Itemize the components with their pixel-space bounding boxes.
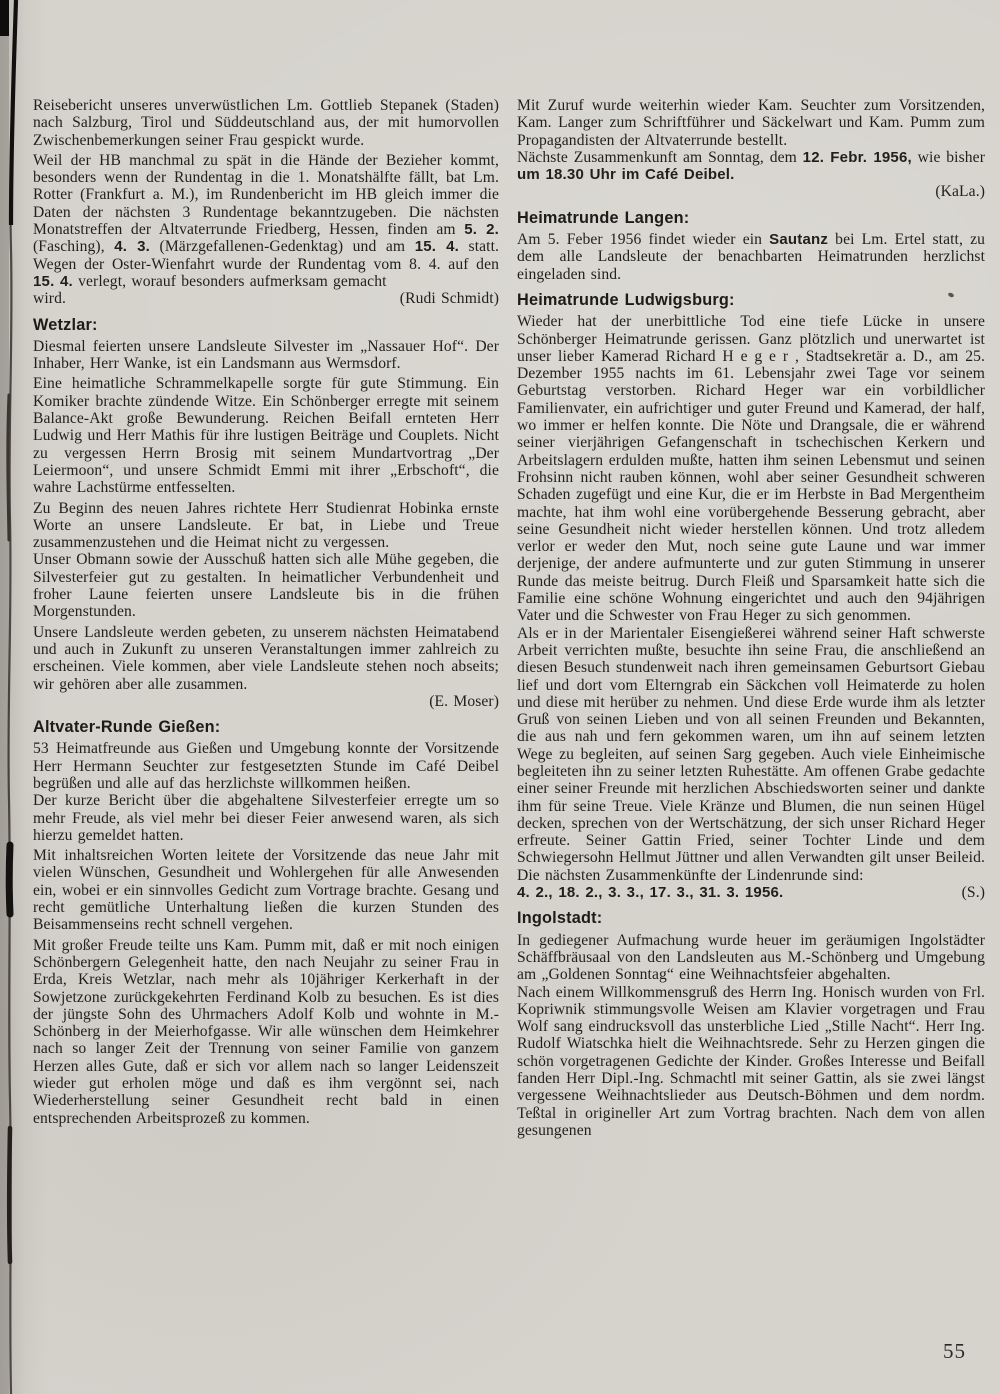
signature-line (33, 290, 499, 307)
text-run: Zu Beginn des neuen Jahres richtete Herr Studienrat Hobinka ernste Worte an unsere Landsleute. Er bat, in Liebe und Treue zusammenzustehen und die Heimat nicht zu vergessen. (33, 499, 499, 552)
paragraph (33, 551, 499, 620)
bold-run: Sautanz (769, 231, 829, 249)
text-run: Wieder hat der unerbittliche Tod eine tiefe Lücke in unsere Schönberger Heimatrunde gerissen. Ganz plötzlich und unerwartet ist unser lieber Kamerad Richard H e g e r , Stadtsekretär a. D., am 25. Dezember 1955 nachts im 61. Lebensjahr zwei Tage vor seinem Geburtstag verstorben. Richard Heger war ein vorbildlicher Familienvater, ein aufrichtiger und guter Freund und Kamerad, der half, wo immer er helfen konnte. Die Nöte und Drangsale, die er während seiner vierjährigen Gefangenschaft in tschechischen Kerkern und Arbeitslagern erdulden mußte, hatten ihm seinen Lebensmut und seinen Frohsinn nicht rauben können, wohl aber seiner Gesundheit schweren Schaden zugefügt und eine Kur, die er im Herbste in Bad Mergentheim machte, hat ihm wohl eine vorübergehende Besserung gebracht, aber seine Gesundheit nicht wieder herstellen können. Und trotz alledem verlor er weder den Mut, noch seine gute Laune und war immer derjenige, der andere aufmunterte und zur guten Stimmung in unserer Runde das meiste beitrug. Durch Fleiß und Sparsamkeit hatte sich die Familie eine schöne Wohnung eingerichtet und auch den 94jährigen Vater und die Schwester von Frau Heger zu sich genommen. (517, 313, 985, 625)
text-run: (Märzgefallenen-Gedenktag) und am (150, 238, 415, 256)
bold-run: 4. 2., 18. 2., 3. 3., 17. 3., 31. 3. 1956. (517, 884, 784, 902)
signature: (E. Moser) (429, 692, 499, 710)
paragraph (517, 867, 985, 884)
signature: (S.) (961, 884, 985, 902)
paragraph (33, 847, 499, 933)
paragraph (517, 984, 985, 1140)
section-heading: Heimatrunde Ludwigsburg: (517, 290, 735, 309)
signature: (KaLa.) (935, 183, 985, 201)
paragraph (33, 338, 499, 373)
text-run: wird. (33, 290, 66, 308)
section-heading: Altvater-Runde Gießen: (33, 718, 221, 737)
paragraph (33, 500, 499, 552)
signature-line (33, 693, 499, 710)
paragraph (517, 149, 985, 184)
signature-line-left (517, 884, 783, 901)
bold-run: 12. Febr. 1956, (802, 148, 912, 166)
text-run: Unser Obmann sowie der Ausschuß hatten sich alle Mühe gegeben, die Silvesterfeier gut zu gestalten. In heimatlicher Verbundenheit und froher Laune feierten unsere Landsleute bis in die frühen Morgenstunden. (33, 551, 499, 621)
text-run: wie bisher (911, 148, 985, 166)
text-run: Als er in der Marientaler Eisengießerei während seiner Haft schwerste Arbeit verrichten mußte, besuchte ihn seine Frau, die anschließend an diesen Besuch stundenweit nach ihren gemeinsamen Geburtsort Giebau lief und dort vom Elterngrab ein Säckchen voll Heimaterde zu holen und diese mit herüber zu nehmen. Und diese Erde wurde ihm als letzter Gruß von seinen Lieben und von all seinen Freunden und Bekannten, die aus nah und fern gekommen waren, um ihn auf seinem letzten Wege zu begleiten, auf seinen Sarg gegeben. Auch viele Einheimische begleiteten ihn zu seiner letzten Ruhestätte. Am offenen Grabe gedachte einer seiner Freunde mit herzlichen Abschiedsworten seiner und dankte ihm für seine Treue. Viele Kränze und Blumen, die nun seinen Hügel decken, sprechen von der Wertschätzung, der sich unser Richard Heger erfreute. Seiner Gattin Fried, seiner Tochter Linde und dem Schwiegersohn Hellmut Jüttner und allen Verwandten gilt unser Beileid. (517, 624, 986, 867)
text-run: Am 5. Feber 1956 findet wieder ein (517, 231, 770, 249)
right-column (517, 97, 985, 1139)
text-run: Mit großer Freude teilte uns Kam. Pumm mit, daß er mit noch einigen Schönbergern Gelegenheit hatte, den nach Neujahr zu seiner Frau in Erda, Kreis Wetzlar, nach mehr als 10jähriger Kerkerhaft in der Sowjetzone zurückgekehrten Ferdinand Kolb zu besuchen. Es ist dies der jüngste Sohn des Uhrmachers Adolf Kolb und wohnte in M.-Schönberg in der Meierhofgasse. Wir alle wünschen dem Heimkehrer nach so langer Zeit der Trennung von seiner Familie von ganzem Herzen alles Gute, daß er sich vor allem nach so langer Leidenszeit wieder gut erholen möge und daß es ihm vergönnt sei, nach Wiederherstellung seiner Gesundheit recht bald in einen entsprechenden Arbeitsprozeß zu kommen. (33, 936, 499, 1127)
paragraph (33, 937, 499, 1127)
paragraph (33, 375, 499, 496)
text-run: Nach einem Willkommensgruß des Herrn Ing. Honisch wurden von Frl. Kopriwnik stimmungsvolle Weisen am Klavier vorgetragen und Frau Wolf sang eindrucksvoll das unsterbliche Lied „Stille Nacht“. Herr Ing. Rudolf Wiatschka hielt die Weihnachtsrede. Sehr zu Herzen gingen die schön vorgetragenen Gedichte der Kinder. Großes Interesse und Beifall fanden Herr Dipl.-Ing. Schmachtl mit seiner Gattin, als sie zwei längst vergessene Weihnachtslieder aus Deutsch-Böhmen und dem nordm. Teßtal in origineller Art zum Vortrag brachten. Nach dem von allen gesungenen (517, 983, 985, 1139)
page-number: 55 (943, 1339, 966, 1363)
bold-run: um 18.30 Uhr im Café Deibel. (517, 166, 735, 184)
text-run: Die nächsten Zusammenkünfte der Lindenrunde sind: (517, 866, 864, 884)
section-heading: Wetzlar: (33, 315, 98, 334)
paragraph (33, 792, 499, 844)
text-run: verlegt, worauf besonders aufmerksam gemacht (72, 272, 387, 290)
paragraph (517, 231, 985, 283)
signature-line (517, 884, 985, 901)
bold-run: 5. 2. (464, 221, 499, 239)
paragraph (517, 97, 985, 149)
text-run: Reisebericht unseres unverwüstlichen Lm. Gottlieb Stepanek (Staden) nach Salzburg, Tirol und Süddeutschland aus, der mit humorvollen Zwischenbemerkungen seiner Frau gespickt wurde. (33, 97, 499, 149)
scan-edge-artifact (0, 0, 30, 1394)
text-run: 53 Heimatfreunde aus Gießen und Umgebung konnte der Vorsitzende Herr Hermann Seuchter zur festgesetzten Stunde im Café Deibel begrüßen und alle auf das herzlichste willkommen heißen. (33, 740, 499, 792)
text-run: bei Lm. Ertel statt, zu dem alle Landsleute der benachbarten Heimatrunden herzlichst eingeladen sind. (517, 231, 985, 283)
signature: (Rudi Schmidt) (399, 290, 499, 308)
bold-run: 15. 4. (414, 238, 459, 256)
text-run: Unsere Landsleute werden gebeten, zu unserem nächsten Heimatabend und auch in Zukunft zu unseren Veranstaltungen immer zahlreich zu erscheinen. Viele kommen, aber viele Landsleute stehen noch abseits; wir gehören aber alle zusammen. (33, 623, 499, 693)
paragraph (33, 740, 499, 792)
text-run: Eine heimatliche Schrammelkapelle sorgte für gute Stimmung. Ein Komiker brachte zündende Witze. Ein Schönberger erregte mit seinem Balance-Akt große Bewunderung. Reichen Beifall ernteten Herr Ludwig und Herr Mathis für ihre lustigen Beiträge und Couplets. Nicht zu vergessen Herrn Brosig mit seinem Mundartvortrag „Der Leiermoon“, und unsere Schmidt Emmi mit ihrer „Erbschoft“, die wahre Lachstürme entfesselten. (33, 375, 499, 497)
paragraph (33, 624, 499, 693)
paragraph (33, 97, 499, 149)
text-run: In gediegener Aufmachung wurde heuer im geräumigen Ingolstädter Schäffbräusaal von den Landsleuten aus M.-Schönberg und Umgebung am „Goldenen Sonntag“ eine Weihnachtsfeier abgehalten. (517, 931, 985, 984)
text-run: Mit Zuruf wurde weiterhin wieder Kam. Seuchter zum Vorsitzenden, Kam. Langer zum Schriftführer und Säckelwart und Kam. Pumm zum Propagandisten der Altvaterrunde bestellt. (517, 97, 985, 149)
paragraph (517, 625, 985, 867)
bold-run: 15. 4. (33, 272, 73, 290)
paragraph (517, 932, 985, 984)
section-heading: Ingolstadt: (517, 909, 603, 928)
text-run: Nächste Zusammenkunft am Sonntag, dem (517, 148, 803, 166)
left-column (33, 97, 499, 1127)
text-run: Weil der HB manchmal zu spät in die Hände der Bezieher kommt, besonders wenn der Rundentag in die 1. Monatshälfte fällt, bat Lm. Rotter (Frankfurt a. M.), im Rundenbericht im HB gleich immer die Daten der nächsten 3 Rundentage bekanntzugeben. Die nächsten Monatstreffen der Altvaterrunde Friedberg, Hessen, finden am (33, 151, 499, 239)
paragraph (517, 313, 985, 624)
text-run: Diesmal feierten unsere Landsleute Silvester im „Nassauer Hof“. Der Inhaber, Herr Wanke, ist ein Landsmann aus Wermsdorf. (33, 337, 499, 373)
signature-line (517, 183, 985, 200)
signature-line-left (33, 290, 66, 307)
bold-run: 4. 3. (114, 238, 150, 256)
paragraph (33, 152, 499, 290)
text-run: Der kurze Bericht über die abgehaltene Silvesterfeier erregte um so mehr Freude, als viel mehr bei dieser Feier anwesend waren, als sich hierzu gemeldet hatten. (33, 792, 499, 844)
text-run: (Fasching), (33, 238, 115, 256)
section-heading: Heimatrunde Langen: (517, 208, 690, 227)
text-run: Mit inhaltsreichen Worten leitete der Vorsitzende das neue Jahr mit vielen Wünschen, Gesundheit und Wohlergehen für alle Anwesenden ein, wobei er ein sinnvolles Gedicht zum Vortrage brachte. Gesang und recht gemütliche Unterhaltung ließen die kurzen Stunden des Beisammenseins recht schnell vergehen. (33, 847, 499, 934)
text-run: statt. Wegen der Oster-Wienfahrt wurde der Rundentag vom 8. 4. auf den (33, 238, 500, 273)
